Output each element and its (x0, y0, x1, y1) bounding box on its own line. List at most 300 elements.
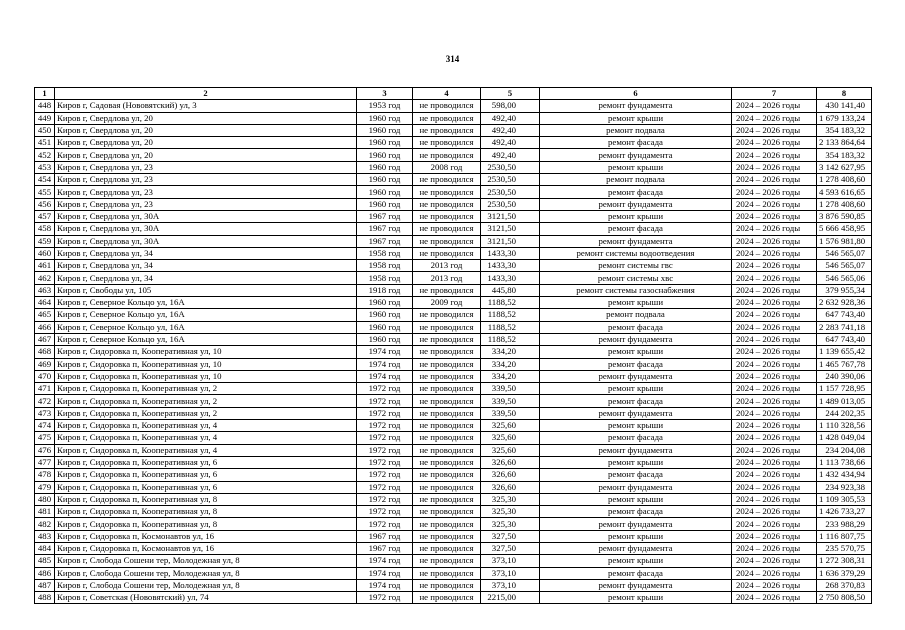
cell-row-number: 473 (35, 407, 55, 419)
table-row (35, 235, 872, 247)
cell-build-year: 1972 год (357, 395, 413, 407)
cell-address: Киров г, Сидоровка п, Кооперативная ул, 2 (55, 395, 357, 407)
cell-address: Киров г, Сидоровка п, Кооперативная ул, 10 (55, 358, 357, 370)
cell-last-repair-year: не проводился (413, 432, 481, 444)
cell-row-number: 485 (35, 555, 55, 567)
cell-area: 492,40 (481, 112, 540, 124)
table-row (35, 444, 872, 456)
cell-cost: 379 955,34 (817, 284, 872, 296)
cell-build-year: 1960 год (357, 137, 413, 149)
cell-build-year: 1960 год (357, 112, 413, 124)
cell-row-number: 468 (35, 346, 55, 358)
cell-address: Киров г, Сидоровка п, Кооперативная ул, 4 (55, 432, 357, 444)
cell-build-year: 1958 год (357, 260, 413, 272)
cell-period: 2024 – 2026 годы (732, 358, 817, 370)
cell-build-year: 1958 год (357, 272, 413, 284)
cell-last-repair-year: не проводился (413, 567, 481, 579)
cell-cost: 4 593 616,65 (817, 186, 872, 198)
cell-last-repair-year: не проводился (413, 247, 481, 259)
cell-period: 2024 – 2026 годы (732, 272, 817, 284)
cell-cost: 235 570,75 (817, 542, 872, 554)
cell-last-repair-year: не проводился (413, 210, 481, 222)
column-header: 4 (413, 88, 481, 100)
cell-last-repair-year: не проводился (413, 555, 481, 567)
cell-period: 2024 – 2026 годы (732, 309, 817, 321)
cell-address: Киров г, Свердлова ул, 20 (55, 112, 357, 124)
cell-work-type: ремонт фасада (540, 137, 732, 149)
cell-build-year: 1967 год (357, 530, 413, 542)
cell-period: 2024 – 2026 годы (732, 321, 817, 333)
cell-cost: 1 576 981,80 (817, 235, 872, 247)
cell-work-type: ремонт фасада (540, 321, 732, 333)
cell-address: Киров г, Свердлова ул, 34 (55, 247, 357, 259)
cell-work-type: ремонт фасада (540, 469, 732, 481)
cell-area: 325,60 (481, 432, 540, 444)
cell-area: 3121,50 (481, 210, 540, 222)
cell-last-repair-year: не проводился (413, 309, 481, 321)
cell-area: 1188,52 (481, 333, 540, 345)
table-row (35, 297, 872, 309)
table-row (35, 579, 872, 591)
cell-period: 2024 – 2026 годы (732, 112, 817, 124)
cell-build-year: 1967 год (357, 223, 413, 235)
cell-area: 2215,00 (481, 592, 540, 604)
cell-cost: 2 133 864,64 (817, 137, 872, 149)
cell-work-type: ремонт фасада (540, 567, 732, 579)
table-row (35, 272, 872, 284)
cell-period: 2024 – 2026 годы (732, 137, 817, 149)
cell-period: 2024 – 2026 годы (732, 420, 817, 432)
cell-last-repair-year: не проводился (413, 223, 481, 235)
cell-address: Киров г, Советская (Нововятский) ул, 74 (55, 592, 357, 604)
cell-last-repair-year: не проводился (413, 518, 481, 530)
column-header: 8 (817, 88, 872, 100)
cell-build-year: 1972 год (357, 444, 413, 456)
cell-address: Киров г, Свердлова ул, 34 (55, 260, 357, 272)
cell-address: Киров г, Сидоровка п, Кооперативная ул, 4 (55, 444, 357, 456)
cell-build-year: 1974 год (357, 579, 413, 591)
cell-work-type: ремонт крыши (540, 383, 732, 395)
cell-last-repair-year: не проводился (413, 358, 481, 370)
cell-cost: 1 110 328,56 (817, 420, 872, 432)
cell-work-type: ремонт фасада (540, 506, 732, 518)
cell-cost: 268 370,83 (817, 579, 872, 591)
cell-area: 3121,50 (481, 235, 540, 247)
cell-work-type: ремонт системы газоснабжения (540, 284, 732, 296)
cell-area: 492,40 (481, 149, 540, 161)
cell-last-repair-year: не проводился (413, 198, 481, 210)
cell-area: 334,20 (481, 370, 540, 382)
cell-work-type: ремонт крыши (540, 456, 732, 468)
cell-area: 1433,30 (481, 247, 540, 259)
cell-period: 2024 – 2026 годы (732, 260, 817, 272)
cell-build-year: 1974 год (357, 567, 413, 579)
cell-row-number: 449 (35, 112, 55, 124)
cell-period: 2024 – 2026 годы (732, 297, 817, 309)
cell-build-year: 1960 год (357, 297, 413, 309)
cell-area: 598,00 (481, 100, 540, 112)
cell-row-number: 470 (35, 370, 55, 382)
cell-period: 2024 – 2026 годы (732, 383, 817, 395)
cell-area: 325,30 (481, 506, 540, 518)
cell-area: 492,40 (481, 124, 540, 136)
cell-address: Киров г, Свердлова ул, 20 (55, 137, 357, 149)
cell-work-type: ремонт крыши (540, 493, 732, 505)
cell-cost: 1 489 013,05 (817, 395, 872, 407)
cell-period: 2024 – 2026 годы (732, 555, 817, 567)
cell-work-type: ремонт фасада (540, 186, 732, 198)
cell-work-type: ремонт фундамента (540, 407, 732, 419)
cell-address: Киров г, Свердлова ул, 30А (55, 235, 357, 247)
cell-cost: 647 743,40 (817, 309, 872, 321)
cell-cost: 647 743,40 (817, 333, 872, 345)
cell-row-number: 456 (35, 198, 55, 210)
cell-row-number: 483 (35, 530, 55, 542)
cell-last-repair-year: не проводился (413, 444, 481, 456)
cell-cost: 5 666 458,95 (817, 223, 872, 235)
cell-area: 326,60 (481, 456, 540, 468)
cell-period: 2024 – 2026 годы (732, 542, 817, 554)
cell-work-type: ремонт крыши (540, 530, 732, 542)
cell-build-year: 1967 год (357, 210, 413, 222)
cell-last-repair-year: не проводился (413, 346, 481, 358)
cell-cost: 1 278 408,60 (817, 198, 872, 210)
cell-work-type: ремонт фасада (540, 432, 732, 444)
cell-work-type: ремонт фундамента (540, 481, 732, 493)
cell-address: Киров г, Северное Кольцо ул, 16А (55, 333, 357, 345)
cell-cost: 244 202,35 (817, 407, 872, 419)
cell-area: 325,60 (481, 444, 540, 456)
cell-row-number: 478 (35, 469, 55, 481)
cell-period: 2024 – 2026 годы (732, 100, 817, 112)
cell-work-type: ремонт фундамента (540, 444, 732, 456)
cell-work-type: ремонт крыши (540, 210, 732, 222)
cell-cost: 2 283 741,18 (817, 321, 872, 333)
cell-cost: 1 109 305,53 (817, 493, 872, 505)
cell-row-number: 472 (35, 395, 55, 407)
table-row (35, 358, 872, 370)
cell-last-repair-year: не проводился (413, 469, 481, 481)
cell-build-year: 1974 год (357, 555, 413, 567)
table-row (35, 420, 872, 432)
cell-last-repair-year: не проводился (413, 149, 481, 161)
cell-area: 339,50 (481, 407, 540, 419)
table-row (35, 149, 872, 161)
cell-work-type: ремонт крыши (540, 555, 732, 567)
cell-last-repair-year: не проводился (413, 383, 481, 395)
cell-build-year: 1972 год (357, 407, 413, 419)
cell-period: 2024 – 2026 годы (732, 579, 817, 591)
table-row (35, 469, 872, 481)
cell-address: Киров г, Слобода Сошени тер, Молодежная ул, 8 (55, 555, 357, 567)
cell-cost: 1 272 308,31 (817, 555, 872, 567)
cell-last-repair-year: не проводился (413, 174, 481, 186)
cell-cost: 1 278 408,60 (817, 174, 872, 186)
cell-address: Киров г, Сидоровка п, Кооперативная ул, 6 (55, 456, 357, 468)
cell-row-number: 482 (35, 518, 55, 530)
cell-area: 334,20 (481, 358, 540, 370)
cell-area: 2530,50 (481, 186, 540, 198)
cell-row-number: 481 (35, 506, 55, 518)
cell-build-year: 1953 год (357, 100, 413, 112)
cell-area: 334,20 (481, 346, 540, 358)
cell-address: Киров г, Сидоровка п, Кооперативная ул, 2 (55, 407, 357, 419)
cell-period: 2024 – 2026 годы (732, 174, 817, 186)
cell-row-number: 477 (35, 456, 55, 468)
cell-work-type: ремонт фундамента (540, 542, 732, 554)
cell-row-number: 474 (35, 420, 55, 432)
cell-row-number: 458 (35, 223, 55, 235)
table-row (35, 321, 872, 333)
cell-period: 2024 – 2026 годы (732, 481, 817, 493)
cell-period: 2024 – 2026 годы (732, 223, 817, 235)
cell-work-type: ремонт крыши (540, 346, 732, 358)
cell-last-repair-year: не проводился (413, 407, 481, 419)
cell-last-repair-year: не проводился (413, 186, 481, 198)
table-row (35, 100, 872, 112)
cell-cost: 546 565,07 (817, 247, 872, 259)
cell-last-repair-year: не проводился (413, 493, 481, 505)
cell-work-type: ремонт системы гвс (540, 260, 732, 272)
cell-address: Киров г, Садовая (Нововятский) ул, 3 (55, 100, 357, 112)
cell-period: 2024 – 2026 годы (732, 149, 817, 161)
cell-row-number: 464 (35, 297, 55, 309)
table-row (35, 247, 872, 259)
cell-period: 2024 – 2026 годы (732, 506, 817, 518)
cell-row-number: 463 (35, 284, 55, 296)
cell-last-repair-year: не проводился (413, 284, 481, 296)
table-row (35, 407, 872, 419)
cell-address: Киров г, Свердлова ул, 30А (55, 210, 357, 222)
column-header: 1 (35, 88, 55, 100)
cell-address: Киров г, Сидоровка п, Кооперативная ул, 4 (55, 420, 357, 432)
cell-last-repair-year: не проводился (413, 112, 481, 124)
cell-build-year: 1974 год (357, 358, 413, 370)
cell-last-repair-year: не проводился (413, 506, 481, 518)
cell-cost: 354 183,32 (817, 149, 872, 161)
cell-cost: 1 636 379,29 (817, 567, 872, 579)
cell-row-number: 487 (35, 579, 55, 591)
table-row (35, 542, 872, 554)
cell-area: 327,50 (481, 542, 540, 554)
cell-last-repair-year: не проводился (413, 321, 481, 333)
cell-build-year: 1972 год (357, 518, 413, 530)
cell-row-number: 455 (35, 186, 55, 198)
cell-period: 2024 – 2026 годы (732, 186, 817, 198)
cell-cost: 1 432 434,94 (817, 469, 872, 481)
cell-row-number: 451 (35, 137, 55, 149)
table-row (35, 186, 872, 198)
cell-area: 326,60 (481, 481, 540, 493)
cell-build-year: 1960 год (357, 309, 413, 321)
cell-build-year: 1972 год (357, 469, 413, 481)
cell-row-number: 466 (35, 321, 55, 333)
cell-build-year: 1972 год (357, 506, 413, 518)
cell-period: 2024 – 2026 годы (732, 493, 817, 505)
cell-build-year: 1972 год (357, 481, 413, 493)
column-header: 7 (732, 88, 817, 100)
cell-last-repair-year: 2013 год (413, 272, 481, 284)
table-row (35, 210, 872, 222)
table-row (35, 137, 872, 149)
cell-period: 2024 – 2026 годы (732, 235, 817, 247)
table-row (35, 260, 872, 272)
cell-address: Киров г, Свердлова ул, 34 (55, 272, 357, 284)
cell-cost: 1 428 049,04 (817, 432, 872, 444)
cell-address: Киров г, Свердлова ул, 20 (55, 149, 357, 161)
cell-row-number: 488 (35, 592, 55, 604)
cell-work-type: ремонт фасада (540, 358, 732, 370)
cell-build-year: 1960 год (357, 124, 413, 136)
cell-address: Киров г, Сидоровка п, Кооперативная ул, 8 (55, 518, 357, 530)
cell-period: 2024 – 2026 годы (732, 592, 817, 604)
cell-row-number: 469 (35, 358, 55, 370)
cell-period: 2024 – 2026 годы (732, 530, 817, 542)
cell-period: 2024 – 2026 годы (732, 407, 817, 419)
cell-work-type: ремонт фундамента (540, 518, 732, 530)
cell-period: 2024 – 2026 годы (732, 432, 817, 444)
table-row (35, 395, 872, 407)
cell-work-type: ремонт фундамента (540, 333, 732, 345)
table-row (35, 493, 872, 505)
cell-build-year: 1960 год (357, 186, 413, 198)
cell-period: 2024 – 2026 годы (732, 567, 817, 579)
table-row (35, 530, 872, 542)
cell-address: Киров г, Свободы ул, 105 (55, 284, 357, 296)
cell-cost: 546 565,07 (817, 260, 872, 272)
table-row (35, 506, 872, 518)
cell-period: 2024 – 2026 годы (732, 346, 817, 358)
cell-build-year: 1974 год (357, 370, 413, 382)
cell-address: Киров г, Северное Кольцо ул, 16А (55, 297, 357, 309)
cell-build-year: 1960 год (357, 174, 413, 186)
cell-work-type: ремонт фундамента (540, 235, 732, 247)
cell-row-number: 462 (35, 272, 55, 284)
cell-area: 1188,52 (481, 321, 540, 333)
cell-period: 2024 – 2026 годы (732, 518, 817, 530)
cell-work-type: ремонт крыши (540, 161, 732, 173)
cell-cost: 240 390,06 (817, 370, 872, 382)
cell-address: Киров г, Сидоровка п, Кооперативная ул, 8 (55, 506, 357, 518)
header-row (35, 88, 872, 100)
cell-area: 1188,52 (481, 309, 540, 321)
cell-cost: 233 988,29 (817, 518, 872, 530)
cell-work-type: ремонт подвала (540, 309, 732, 321)
cell-row-number: 450 (35, 124, 55, 136)
cell-last-repair-year: не проводился (413, 592, 481, 604)
cell-cost: 1 426 733,27 (817, 506, 872, 518)
table-row (35, 112, 872, 124)
cell-last-repair-year: 2008 год (413, 161, 481, 173)
cell-area: 325,30 (481, 493, 540, 505)
cell-area: 1433,30 (481, 260, 540, 272)
cell-last-repair-year: не проводился (413, 420, 481, 432)
cell-build-year: 1972 год (357, 493, 413, 505)
cell-row-number: 465 (35, 309, 55, 321)
cell-work-type: ремонт фасада (540, 223, 732, 235)
cell-last-repair-year: 2009 год (413, 297, 481, 309)
cell-work-type: ремонт системы водоотведения (540, 247, 732, 259)
cell-build-year: 1972 год (357, 432, 413, 444)
table-row (35, 370, 872, 382)
cell-last-repair-year: не проводился (413, 370, 481, 382)
cell-area: 373,10 (481, 555, 540, 567)
cell-build-year: 1972 год (357, 456, 413, 468)
cell-build-year: 1960 год (357, 149, 413, 161)
table-row (35, 174, 872, 186)
cell-last-repair-year: 2013 год (413, 260, 481, 272)
cell-address: Киров г, Свердлова ул, 30А (55, 223, 357, 235)
cell-area: 2530,50 (481, 198, 540, 210)
cell-row-number: 454 (35, 174, 55, 186)
cell-last-repair-year: не проводился (413, 124, 481, 136)
cell-build-year: 1960 год (357, 161, 413, 173)
cell-row-number: 461 (35, 260, 55, 272)
cell-area: 1433,30 (481, 272, 540, 284)
cell-area: 373,10 (481, 567, 540, 579)
table-row (35, 456, 872, 468)
cell-period: 2024 – 2026 годы (732, 210, 817, 222)
cell-address: Киров г, Сидоровка п, Кооперативная ул, 6 (55, 481, 357, 493)
cell-period: 2024 – 2026 годы (732, 333, 817, 345)
cell-period: 2024 – 2026 годы (732, 444, 817, 456)
cell-address: Киров г, Сидоровка п, Космонавтов ул, 16 (55, 542, 357, 554)
cell-area: 3121,50 (481, 223, 540, 235)
cell-area: 339,50 (481, 395, 540, 407)
cell-cost: 2 750 808,50 (817, 592, 872, 604)
table-row (35, 518, 872, 530)
cell-row-number: 452 (35, 149, 55, 161)
cell-area: 492,40 (481, 137, 540, 149)
cell-last-repair-year: не проводился (413, 481, 481, 493)
table-body (35, 100, 872, 604)
cell-work-type: ремонт крыши (540, 112, 732, 124)
cell-area: 339,50 (481, 383, 540, 395)
cell-row-number: 460 (35, 247, 55, 259)
cell-work-type: ремонт фасада (540, 395, 732, 407)
cell-period: 2024 – 2026 годы (732, 247, 817, 259)
cell-cost: 2 632 928,36 (817, 297, 872, 309)
cell-address: Киров г, Сидоровка п, Космонавтов ул, 16 (55, 530, 357, 542)
cell-row-number: 467 (35, 333, 55, 345)
table-row (35, 223, 872, 235)
cell-row-number: 480 (35, 493, 55, 505)
cell-cost: 234 204,08 (817, 444, 872, 456)
repair-schedule-table (34, 87, 872, 604)
cell-work-type: ремонт подвала (540, 174, 732, 186)
cell-last-repair-year: не проводился (413, 333, 481, 345)
cell-build-year: 1972 год (357, 592, 413, 604)
cell-cost: 1 139 655,42 (817, 346, 872, 358)
table-row (35, 124, 872, 136)
cell-period: 2024 – 2026 годы (732, 198, 817, 210)
column-header: 6 (540, 88, 732, 100)
cell-row-number: 453 (35, 161, 55, 173)
cell-cost: 234 923,38 (817, 481, 872, 493)
cell-period: 2024 – 2026 годы (732, 395, 817, 407)
cell-cost: 546 565,06 (817, 272, 872, 284)
cell-cost: 354 183,32 (817, 124, 872, 136)
cell-area: 327,50 (481, 530, 540, 542)
cell-work-type: ремонт крыши (540, 297, 732, 309)
cell-period: 2024 – 2026 годы (732, 124, 817, 136)
page-number: 314 (445, 54, 460, 64)
cell-address: Киров г, Сидоровка п, Кооперативная ул, 2 (55, 383, 357, 395)
cell-cost: 1 157 728,95 (817, 383, 872, 395)
cell-last-repair-year: не проводился (413, 542, 481, 554)
cell-last-repair-year: не проводился (413, 395, 481, 407)
cell-last-repair-year: не проводился (413, 137, 481, 149)
